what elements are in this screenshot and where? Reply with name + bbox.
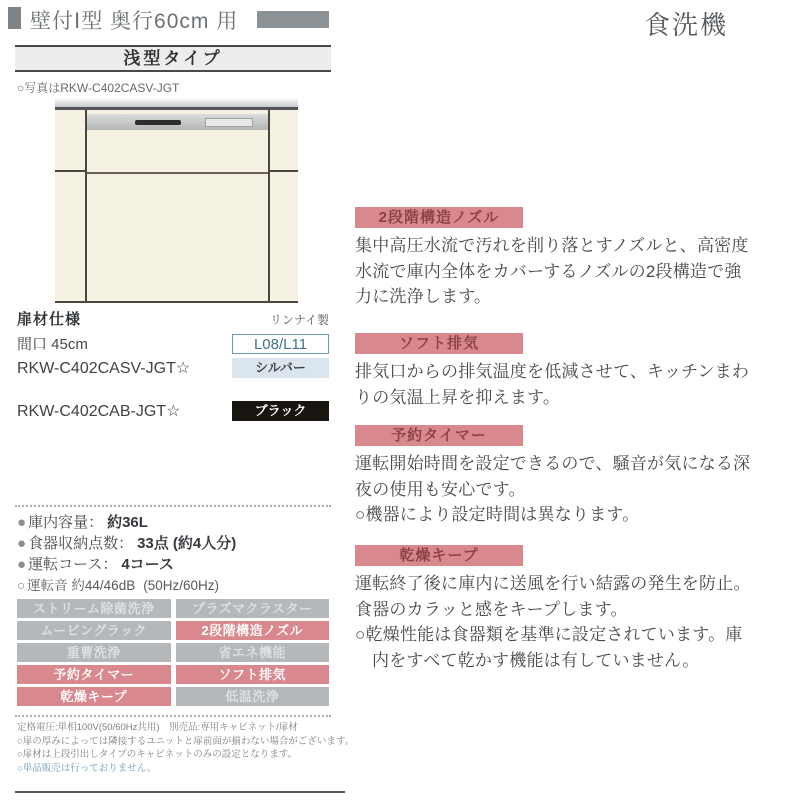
side-cabinet-groove-right: [270, 170, 298, 172]
spec-list: [17, 512, 333, 596]
feature-section-body: 集中高圧水流で汚れを削り落とすノズルと、高密度水流で庫内全体をカバーするノズルの2段構造で強力に洗浄します。: [355, 236, 749, 306]
photo-caption: ○写真はRKW-C402CASV-JGT: [17, 81, 180, 95]
panel-code-chip: L08/L11: [232, 334, 329, 354]
feature-badge-grid: [17, 599, 329, 706]
maker-label: リンナイ製: [269, 313, 329, 327]
dotted-divider: [15, 715, 331, 717]
page-title: 壁付Ⅰ型 奥行60cm 用: [30, 10, 239, 33]
type-banner: 浅型タイプ: [15, 45, 331, 72]
model-row-silver: [17, 358, 329, 378]
spec-row: [17, 575, 333, 596]
feature-badge: 低温洗浄: [176, 687, 330, 706]
feature-badge: 予約タイマー: [17, 665, 171, 684]
feature-section: [355, 425, 753, 528]
model-name: RKW-C402CAB-JGT☆: [17, 403, 181, 420]
filled-bullet-icon: ●: [17, 514, 27, 531]
cabinet-gap-right: [268, 110, 270, 303]
spec-value: (50Hz/60Hz): [143, 578, 219, 593]
feature-section-note: ○乾燥性能は食器類を基準に設定されています。庫内をすべて乾かす機能は有していません。: [355, 625, 743, 670]
door-panel-seam: [87, 172, 268, 174]
color-chip-black: ブラック: [232, 401, 329, 421]
feature-section: [355, 333, 753, 410]
spec-value: 33点 (約4人分): [137, 535, 237, 552]
control-display: [205, 118, 253, 127]
feature-section-body: 排気口からの排気温度を低減させて、キッチンまわりの気温上昇を抑えます。: [355, 362, 750, 407]
spec-value: 約36L: [107, 514, 148, 531]
width-row: [17, 333, 329, 354]
feature-badge: 2段階構造ノズル: [176, 621, 330, 640]
spec-label: 庫内容量：: [28, 514, 104, 531]
footnote-line: ○扉材は上段引出しタイプのキャビネットのみの設定となります。: [17, 749, 298, 760]
cabinet-bottom-edge: [55, 301, 298, 303]
spec-row: [17, 533, 333, 554]
product-photo: [55, 98, 298, 303]
spec-label: 運転音 約44/46dB: [27, 578, 136, 593]
feature-section-title: ソフト排気: [355, 333, 523, 354]
footnote-line: ○単品販売は行っておりません。: [17, 762, 157, 774]
header-square-marker: [8, 7, 21, 29]
spec-row: [17, 512, 333, 533]
spec-label: 運転コース：: [28, 556, 118, 573]
filled-bullet-icon: ●: [17, 556, 27, 573]
door-handle-slot: [135, 120, 181, 125]
feature-badge: 重曹洗浄: [17, 643, 171, 662]
spec-row: [17, 554, 333, 575]
spec-value: 4コース: [121, 556, 174, 573]
feature-section-title: 2段階構造ノズル: [355, 207, 523, 228]
countertop-edge: [55, 107, 298, 110]
product-category-title: 食洗機: [644, 10, 729, 40]
feature-badge: プラズマクラスター: [176, 599, 330, 618]
feature-badge: ストリーム除菌洗浄: [17, 599, 171, 618]
footnote-line: ○扉の厚みによっては隣接するユニットと扉前面が揃わない場合がございます。: [17, 735, 355, 747]
feature-section-body: 運転開始時間を設定できるので、騒音が気になる深夜の使用も安心です。: [355, 454, 751, 499]
feature-section: [355, 207, 753, 310]
model-name: RKW-C402CASV-JGT☆: [17, 360, 191, 377]
footnote-line: 定格電圧:単相100V(50/60Hz共用) 別売品:専用キャビネット/扉材: [17, 722, 298, 733]
model-row-black: [17, 401, 329, 421]
door-spec-header: [17, 308, 329, 329]
feature-badge: ソフト排気: [176, 665, 330, 684]
feature-badge: ムービングラック: [17, 621, 171, 640]
dotted-divider: [15, 505, 331, 507]
width-label: 間口 45cm: [17, 336, 88, 353]
side-cabinet-groove-left: [55, 170, 85, 172]
open-bullet-icon: ○: [17, 578, 26, 593]
feature-section-title: 予約タイマー: [355, 425, 523, 446]
feature-section-title: 乾燥キープ: [355, 545, 523, 566]
countertop: [55, 98, 298, 107]
control-panel-strip: [87, 114, 268, 130]
feature-badge: 省エネ機能: [176, 643, 330, 662]
footnotes: [17, 721, 355, 775]
color-chip-silver: シルバー: [232, 358, 329, 378]
cabinet-gap-left: [85, 110, 87, 303]
feature-section: [355, 545, 753, 673]
feature-section-body: 運転終了後に庫内に送風を行い結露の発生を防止。食器のカラッと感をキープします。: [355, 574, 751, 619]
bottom-rule: [15, 791, 345, 793]
door-spec-title: 扉材仕様: [17, 311, 82, 328]
header-gray-bar: [257, 11, 329, 28]
feature-section-note: ○機器により設定時間は異なります。: [355, 505, 640, 524]
spec-label: 食器収納点数：: [28, 535, 134, 552]
filled-bullet-icon: ●: [17, 535, 27, 552]
feature-badge: 乾燥キープ: [17, 687, 171, 706]
